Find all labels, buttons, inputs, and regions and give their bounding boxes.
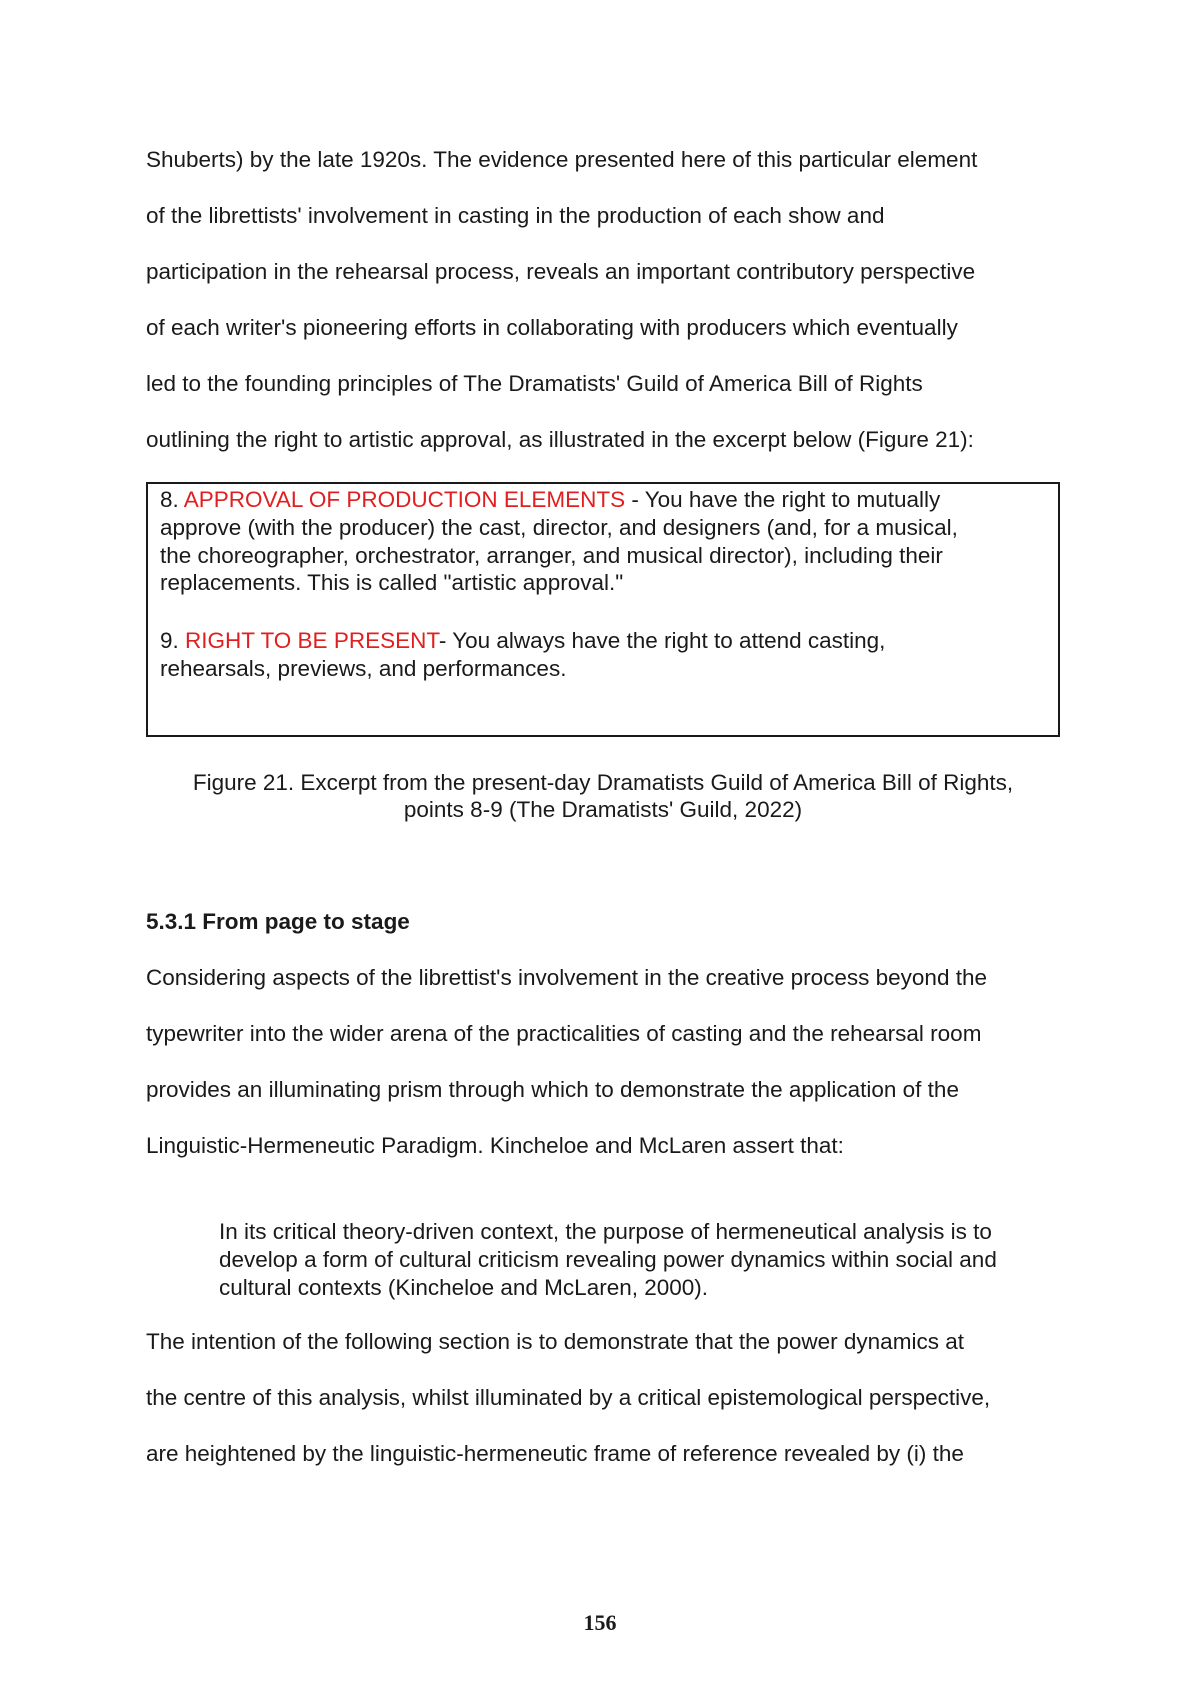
page-number: 156	[583, 1610, 617, 1635]
point-8-first-line	[160, 486, 940, 514]
point-9-title: RIGHT TO BE PRESENT	[185, 628, 439, 653]
point-8-text: - You have the right to mutually	[625, 487, 941, 512]
text-line: of each writer's pioneering efforts in collaborating with producers which eventually	[146, 315, 958, 340]
quote-line: develop a form of cultural criticism revealing power dynamics within social and	[219, 1247, 997, 1272]
point-8-line: approve (with the producer) the cast, director, and designers (and, for a musical,	[160, 515, 958, 540]
point-9-number: 9.	[160, 628, 186, 653]
text-line: Considering aspects of the librettist's involvement in the creative process beyond the	[146, 965, 987, 990]
text-line: participation in the rehearsal process, reveals an important contributory perspective	[146, 259, 976, 284]
text-line: led to the founding principles of The Dramatists' Guild of America Bill of Rights	[146, 371, 923, 396]
text-line: Shuberts) by the late 1920s. The evidence presented here of this particular element	[146, 147, 978, 172]
caption-line: Figure 21. Excerpt from the present-day Dramatists Guild of America Bill of Rights,	[192, 770, 1014, 795]
point-9-line: rehearsals, previews, and performances.	[160, 656, 567, 681]
quote-line: In its critical theory-driven context, the purpose of hermeneutical analysis is to	[219, 1219, 992, 1244]
point-8-number: 8.	[160, 487, 184, 512]
text-line: provides an illuminating prism through which to demonstrate the application of the	[146, 1077, 959, 1102]
text-line: The intention of the following section is to demonstrate that the power dynamics at	[146, 1329, 964, 1354]
point-8-title: APPROVAL OF PRODUCTION ELEMENTS	[183, 487, 626, 512]
point-9-text: - You always have the right to attend casting,	[438, 628, 886, 653]
text-line: the centre of this analysis, whilst illuminated by a critical epistemological perspective,	[146, 1385, 991, 1410]
text-line: outlining the right to artistic approval, as illustrated in the excerpt below (Figure 21):	[146, 427, 974, 452]
point-8-line: replacements. This is called "artistic approval."	[160, 570, 624, 595]
excerpt-box	[146, 482, 1060, 737]
text-line: typewriter into the wider arena of the practicalities of casting and the rehearsal room	[146, 1021, 982, 1046]
text-line: Linguistic-Hermeneutic Paradigm. Kincheloe and McLaren assert that:	[146, 1133, 844, 1158]
point-9-first-line	[160, 627, 885, 655]
section-heading: 5.3.1 From page to stage	[146, 909, 410, 934]
text-line: of the librettists' involvement in casting in the production of each show and	[146, 203, 885, 228]
caption-line: points 8-9 (The Dramatists' Guild, 2022)	[403, 797, 803, 822]
point-8-line: the choreographer, orchestrator, arranger, and musical director), including their	[160, 543, 943, 568]
text-line: are heightened by the linguistic-hermeneutic frame of reference revealed by (i) the	[146, 1441, 964, 1466]
quote-line: cultural contexts (Kincheloe and McLaren, 2000).	[219, 1275, 709, 1300]
